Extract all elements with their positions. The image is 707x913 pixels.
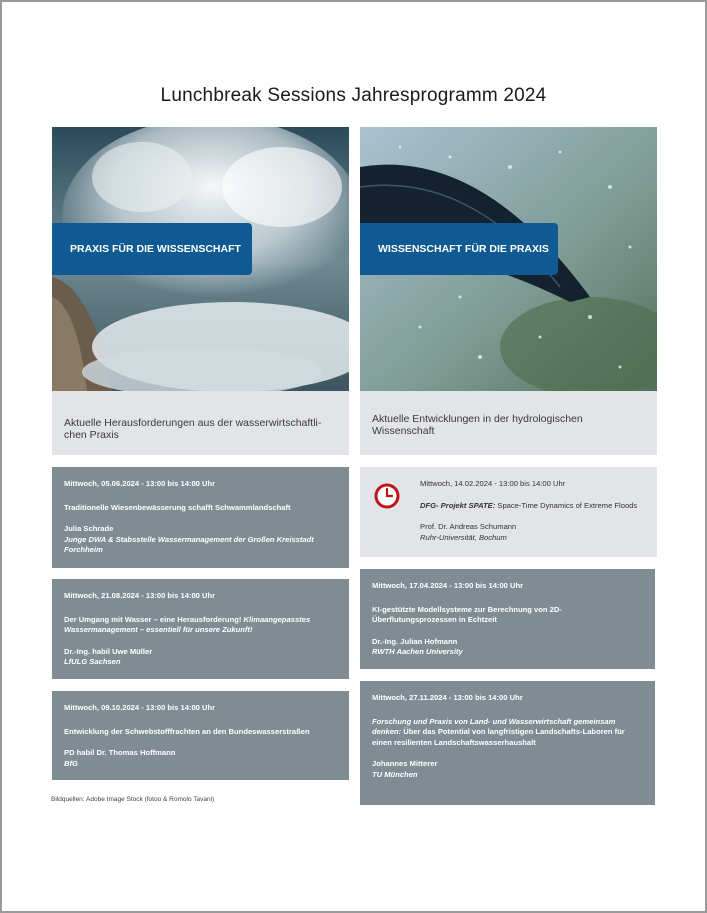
event-topic-italic: DFG- Projekt SPATE:	[420, 500, 496, 510]
event-institution: LfULG Sachsen	[64, 657, 121, 666]
event-topic: Forschung und Praxis von Land- und Wasserwirtschaft gemeinsam denken: Über das Potential von langfristigen Landschafts-Laboren für einen resilienten Landschaftswasserhaushalt	[372, 716, 625, 747]
event-date: Mittwoch, 27.11.2024 - 13:00 bis 14:00 Uhr	[372, 693, 523, 702]
event-institution: RWTH Aachen University	[372, 647, 463, 656]
event-institution: TU München	[372, 769, 418, 779]
event-card	[52, 467, 349, 568]
event-topic: Der Umgang mit Wasser – eine Herausforderung! Klimaangepasstes Wassermanagement – essentiell für unsere Zukunft!	[64, 614, 311, 634]
event-speaker: Johannes Mitterer	[372, 759, 438, 768]
event-card	[52, 579, 349, 679]
left-subtitle: Aktuelle Herausforderungen aus der wasserwirtschaftli-chen Praxis	[52, 391, 349, 455]
event-topic-italic: Klimaangepasstes Wassermanagement – essentiell für unsere Zukunft!	[64, 614, 311, 634]
event-topic: KI-gestützte Modellsysteme zur Berechnung von 2D-Überflutungsprozessen in Echtzeit	[372, 604, 562, 624]
banner-praxis: PRAXIS FÜR DIE WISSENSCHAFT	[52, 223, 252, 275]
event-institution: BfG	[64, 758, 78, 768]
event-date: Mittwoch, 09.10.2024 - 13:00 bis 14:00 Uhr	[64, 703, 216, 712]
clock-icon	[374, 483, 400, 509]
event-card	[360, 569, 655, 669]
event-speaker: Julia Schrade	[64, 524, 114, 533]
event-institution: Junge DWA & Stabsstelle Wassermanagement der Großen Kreisstadt Forchheim	[64, 534, 314, 554]
banner-wissenschaft: WISSENSCHAFT FÜR DIE PRAXIS	[360, 223, 558, 275]
event-card-highlight	[360, 467, 657, 557]
image-credits: Bildquellen: Adobe Image Stock (fotoo & Romolo Tavani)	[51, 796, 215, 803]
right-subtitle: Aktuelle Entwicklungen in der hydrologischen Wissenschaft	[360, 391, 657, 455]
event-topic-italic: Forschung und Praxis von Land- und Wasserwirtschaft gemeinsam denken:	[372, 716, 616, 736]
page-title: Lunchbreak Sessions Jahresprogramm 2024	[160, 85, 547, 106]
event-date: Mittwoch, 17.04.2024 - 13:00 bis 14:00 Uhr	[372, 581, 524, 590]
event-speaker: Prof. Dr. Andreas Schumann	[420, 522, 517, 531]
event-date: Mittwoch, 14.02.2024 - 13:00 bis 14:00 Uhr	[420, 479, 566, 488]
event-topic: Traditionelle Wiesenbewässerung schafft Schwammlandschaft	[64, 502, 291, 512]
event-date: Mittwoch, 21.08.2024 - 13:00 bis 14:00 Uhr	[64, 591, 216, 600]
event-topic: DFG- Projekt SPATE: Space-Time Dynamics of Extreme Floods	[420, 500, 638, 510]
event-topic: Entwicklung der Schwebstofffrachten an den Bundeswasserstraßen	[64, 726, 310, 736]
event-speaker: Dr.-Ing. habil Uwe Müller	[64, 646, 153, 656]
event-card	[360, 681, 655, 805]
event-institution: Ruhr-Universität, Bochum	[420, 532, 507, 542]
event-speaker: Dr.-Ing. Julian Hofmann	[372, 636, 458, 646]
event-speaker: PD habil Dr. Thomas Hoffmann	[64, 748, 176, 757]
event-card	[52, 691, 349, 780]
event-date: Mittwoch, 05.06.2024 - 13:00 bis 14:00 Uhr	[64, 479, 216, 488]
